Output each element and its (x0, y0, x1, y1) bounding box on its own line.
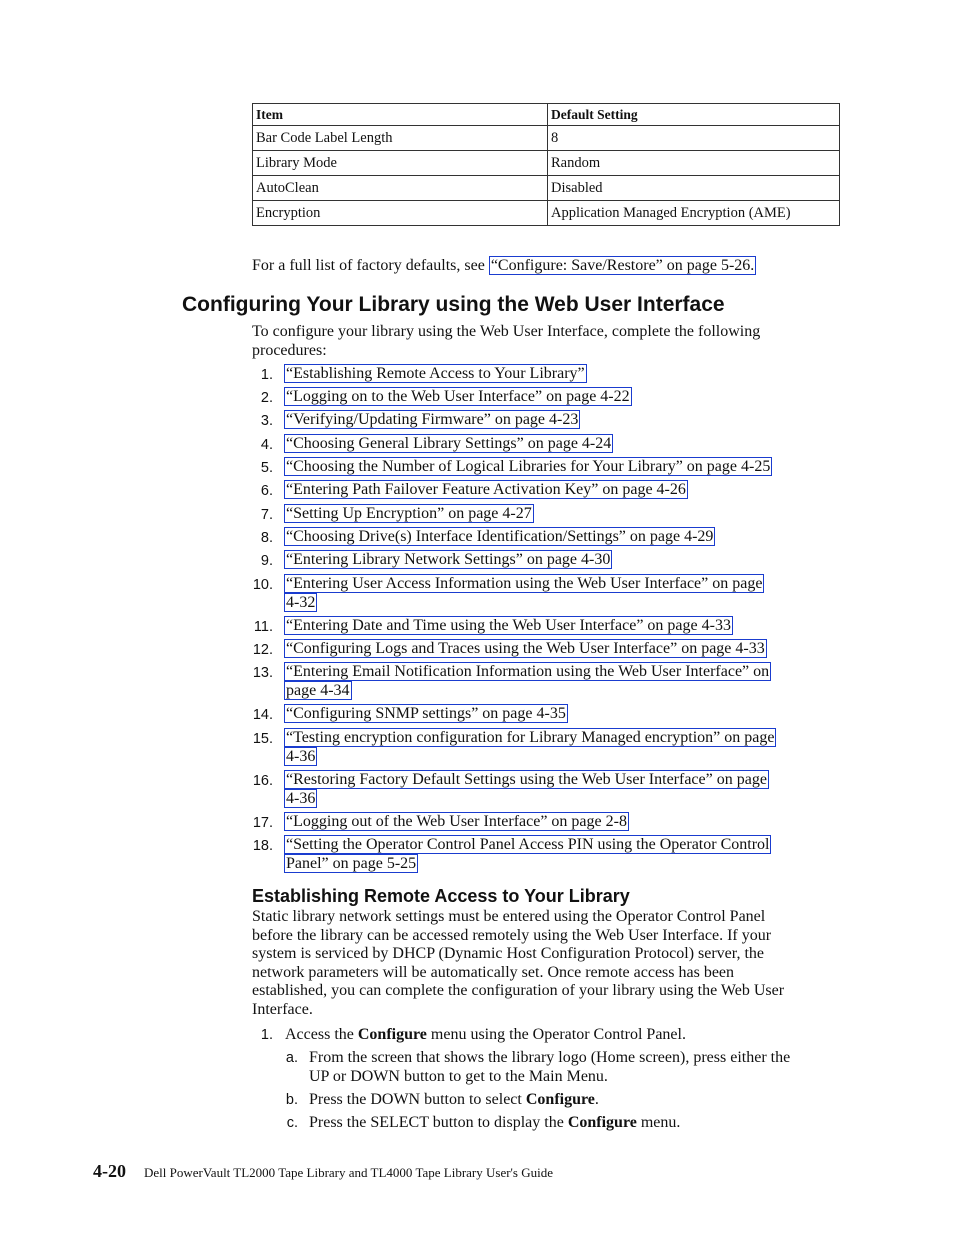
save-restore-link[interactable]: “Configure: Save/Restore” on page 5-26. (490, 257, 755, 274)
paragraph-line: established, you can complete the configuration of your library using the Web User (252, 982, 785, 999)
page-number: 4-20 (93, 1161, 126, 1181)
procedure-link[interactable]: “Choosing General Library Settings” on page 4-24 (286, 435, 612, 452)
table-cell: Library Mode (253, 151, 548, 176)
table-row (253, 176, 840, 201)
procedure-link-continued[interactable]: 4-36 (286, 747, 316, 765)
list-item-number: 14. (252, 707, 273, 723)
section-title: Configuring Your Library using the Web User Interface (182, 293, 725, 316)
step-text: menu using the Operator Control Panel. (426, 1026, 686, 1043)
table-row (253, 126, 840, 151)
substep-letter: a. (285, 1050, 298, 1066)
list-item-number: 10. (252, 577, 273, 593)
substep-text: Press the DOWN button to select (309, 1091, 526, 1108)
procedure-link[interactable]: “Logging out of the Web User Interface” on page 2-8 (286, 813, 627, 830)
procedure-link[interactable]: “Choosing the Number of Logical Libraries for Your Library” on page 4-25 (286, 458, 771, 475)
procedure-link[interactable]: “Entering Path Failover Feature Activation Key” on page 4-26 (286, 481, 686, 498)
list-item-number: 16. (252, 773, 273, 789)
step-1-text (285, 1026, 686, 1045)
procedure-link-continued[interactable]: page 4-34 (286, 681, 350, 699)
table-cell: Disabled (548, 176, 840, 201)
list-item-number: 17. (252, 815, 273, 831)
procedure-link-continued[interactable]: 4-36 (286, 789, 316, 807)
substep-b-text (309, 1091, 599, 1110)
list-item (284, 411, 829, 430)
substep-c-text (309, 1114, 680, 1133)
list-item (284, 617, 829, 636)
procedure-link[interactable]: “Setting the Operator Control Panel Access PIN using the Operator Control (286, 836, 770, 853)
substep-text: . (594, 1091, 599, 1108)
procedure-link[interactable]: “Entering Email Notification Information using the Web User Interface” on (286, 663, 770, 680)
list-item (284, 771, 829, 808)
procedure-link[interactable]: “Choosing Drive(s) Interface Identification/Settings” on page 4-29 (286, 528, 714, 545)
page-footer (93, 1161, 553, 1182)
table-cell: AutoClean (253, 176, 548, 201)
list-item-number: 12. (252, 642, 273, 658)
configure-keyword: Configure (525, 1091, 595, 1108)
substep-line: UP or DOWN button to get to the Main Menu. (309, 1067, 608, 1085)
table-header-row (253, 104, 840, 126)
paragraph-line: Static library network settings must be entered using the Operator Control Panel (252, 908, 766, 925)
factory-defaults-note (252, 257, 756, 276)
substep-text: Press the SELECT button to display the (309, 1114, 568, 1131)
list-item (284, 388, 829, 407)
procedure-link-continued[interactable]: 4-32 (286, 593, 316, 611)
list-item (284, 705, 829, 724)
procedure-link[interactable]: “Testing encryption configuration for Library Managed encryption” on page (286, 729, 775, 746)
list-item-number: 7. (260, 507, 273, 523)
procedure-link[interactable]: “Entering Date and Time using the Web User Interface” on page 4-33 (286, 617, 731, 634)
paragraph-line: system is serviced by DHCP (Dynamic Host Configuration Protocol) server, the (252, 945, 765, 962)
list-item-number: 5. (260, 460, 273, 476)
paragraph-line: before the library can be accessed remotely using the Web User Interface. If your (252, 926, 772, 944)
substep-line: From the screen that shows the library logo (Home screen), press either the (309, 1049, 791, 1066)
list-item-number: 13. (252, 665, 273, 681)
list-item (284, 481, 829, 500)
list-item (284, 836, 829, 873)
list-item-number: 11. (253, 619, 273, 635)
table-cell: 8 (548, 126, 840, 151)
list-item-number: 15. (252, 731, 273, 747)
procedure-link[interactable]: “Configuring Logs and Traces using the Web User Interface” on page 4-33 (286, 640, 765, 657)
procedure-link[interactable]: “Entering User Access Information using the Web User Interface” on page (286, 575, 763, 592)
list-item (284, 458, 829, 477)
list-item (284, 813, 829, 832)
paragraph-line: Interface. (252, 1000, 313, 1018)
procedure-link[interactable]: “Establishing Remote Access to Your Library” (286, 365, 585, 382)
list-item-number: 8. (260, 530, 273, 546)
list-item (284, 663, 829, 700)
list-item-number: 3. (260, 413, 273, 429)
column-header-item: Item (253, 104, 548, 126)
list-item (284, 528, 829, 547)
list-item-number: 4. (260, 437, 273, 453)
list-item (284, 640, 829, 659)
substep-letter: c. (286, 1115, 298, 1131)
procedure-link[interactable]: “Setting Up Encryption” on page 4-27 (286, 505, 532, 522)
list-item (284, 435, 829, 454)
intro-line: To configure your library using the Web User Interface, complete the following (252, 323, 761, 340)
table-cell: Random (548, 151, 840, 176)
procedure-link[interactable]: “Verifying/Updating Firmware” on page 4-23 (286, 411, 579, 428)
factory-note-text: For a full list of factory defaults, see (252, 257, 489, 274)
step-number: 1. (260, 1027, 273, 1043)
list-item-number: 1. (260, 367, 273, 383)
configure-keyword: Configure (357, 1026, 427, 1043)
configure-keyword: Configure (567, 1114, 637, 1131)
list-item-number: 2. (260, 390, 273, 406)
subsection-title: Establishing Remote Access to Your Library (252, 886, 630, 906)
substep-letter: b. (285, 1092, 298, 1108)
procedure-link[interactable]: “Logging on to the Web User Interface” on page 4-22 (286, 388, 630, 405)
paragraph-line: network parameters will be automatically set. Once remote access has been (252, 963, 735, 981)
list-item-number: 18. (252, 838, 273, 854)
procedure-link[interactable]: “Configuring SNMP settings” on page 4-35 (286, 705, 566, 722)
step-text: Access the (285, 1026, 358, 1043)
column-header-default-setting: Default Setting (548, 104, 840, 126)
list-item (284, 575, 829, 612)
list-item (284, 365, 829, 384)
table-cell: Application Managed Encryption (AME) (548, 201, 840, 226)
table-cell: Encryption (253, 201, 548, 226)
table-cell: Bar Code Label Length (253, 126, 548, 151)
document-title: Dell PowerVault TL2000 Tape Library and TL4000 Tape Library User's Guide (144, 1165, 553, 1180)
substep-a-text (309, 1049, 790, 1086)
list-item-number: 6. (260, 483, 273, 499)
list-item-number: 9. (260, 553, 273, 569)
list-item (284, 505, 829, 524)
section-intro (252, 323, 760, 360)
procedure-link-continued[interactable]: Panel” on page 5-25 (286, 854, 417, 872)
defaults-table (252, 103, 840, 226)
remote-access-paragraph (252, 908, 784, 1019)
list-item (284, 551, 829, 570)
procedure-link[interactable]: “Entering Library Network Settings” on page 4-30 (286, 551, 611, 568)
table-row (253, 151, 840, 176)
intro-line: procedures: (252, 341, 327, 359)
procedure-link[interactable]: “Restoring Factory Default Settings using the Web User Interface” on page (286, 771, 767, 788)
substep-text: menu. (636, 1114, 681, 1131)
table-row (253, 201, 840, 226)
list-item (284, 729, 829, 766)
